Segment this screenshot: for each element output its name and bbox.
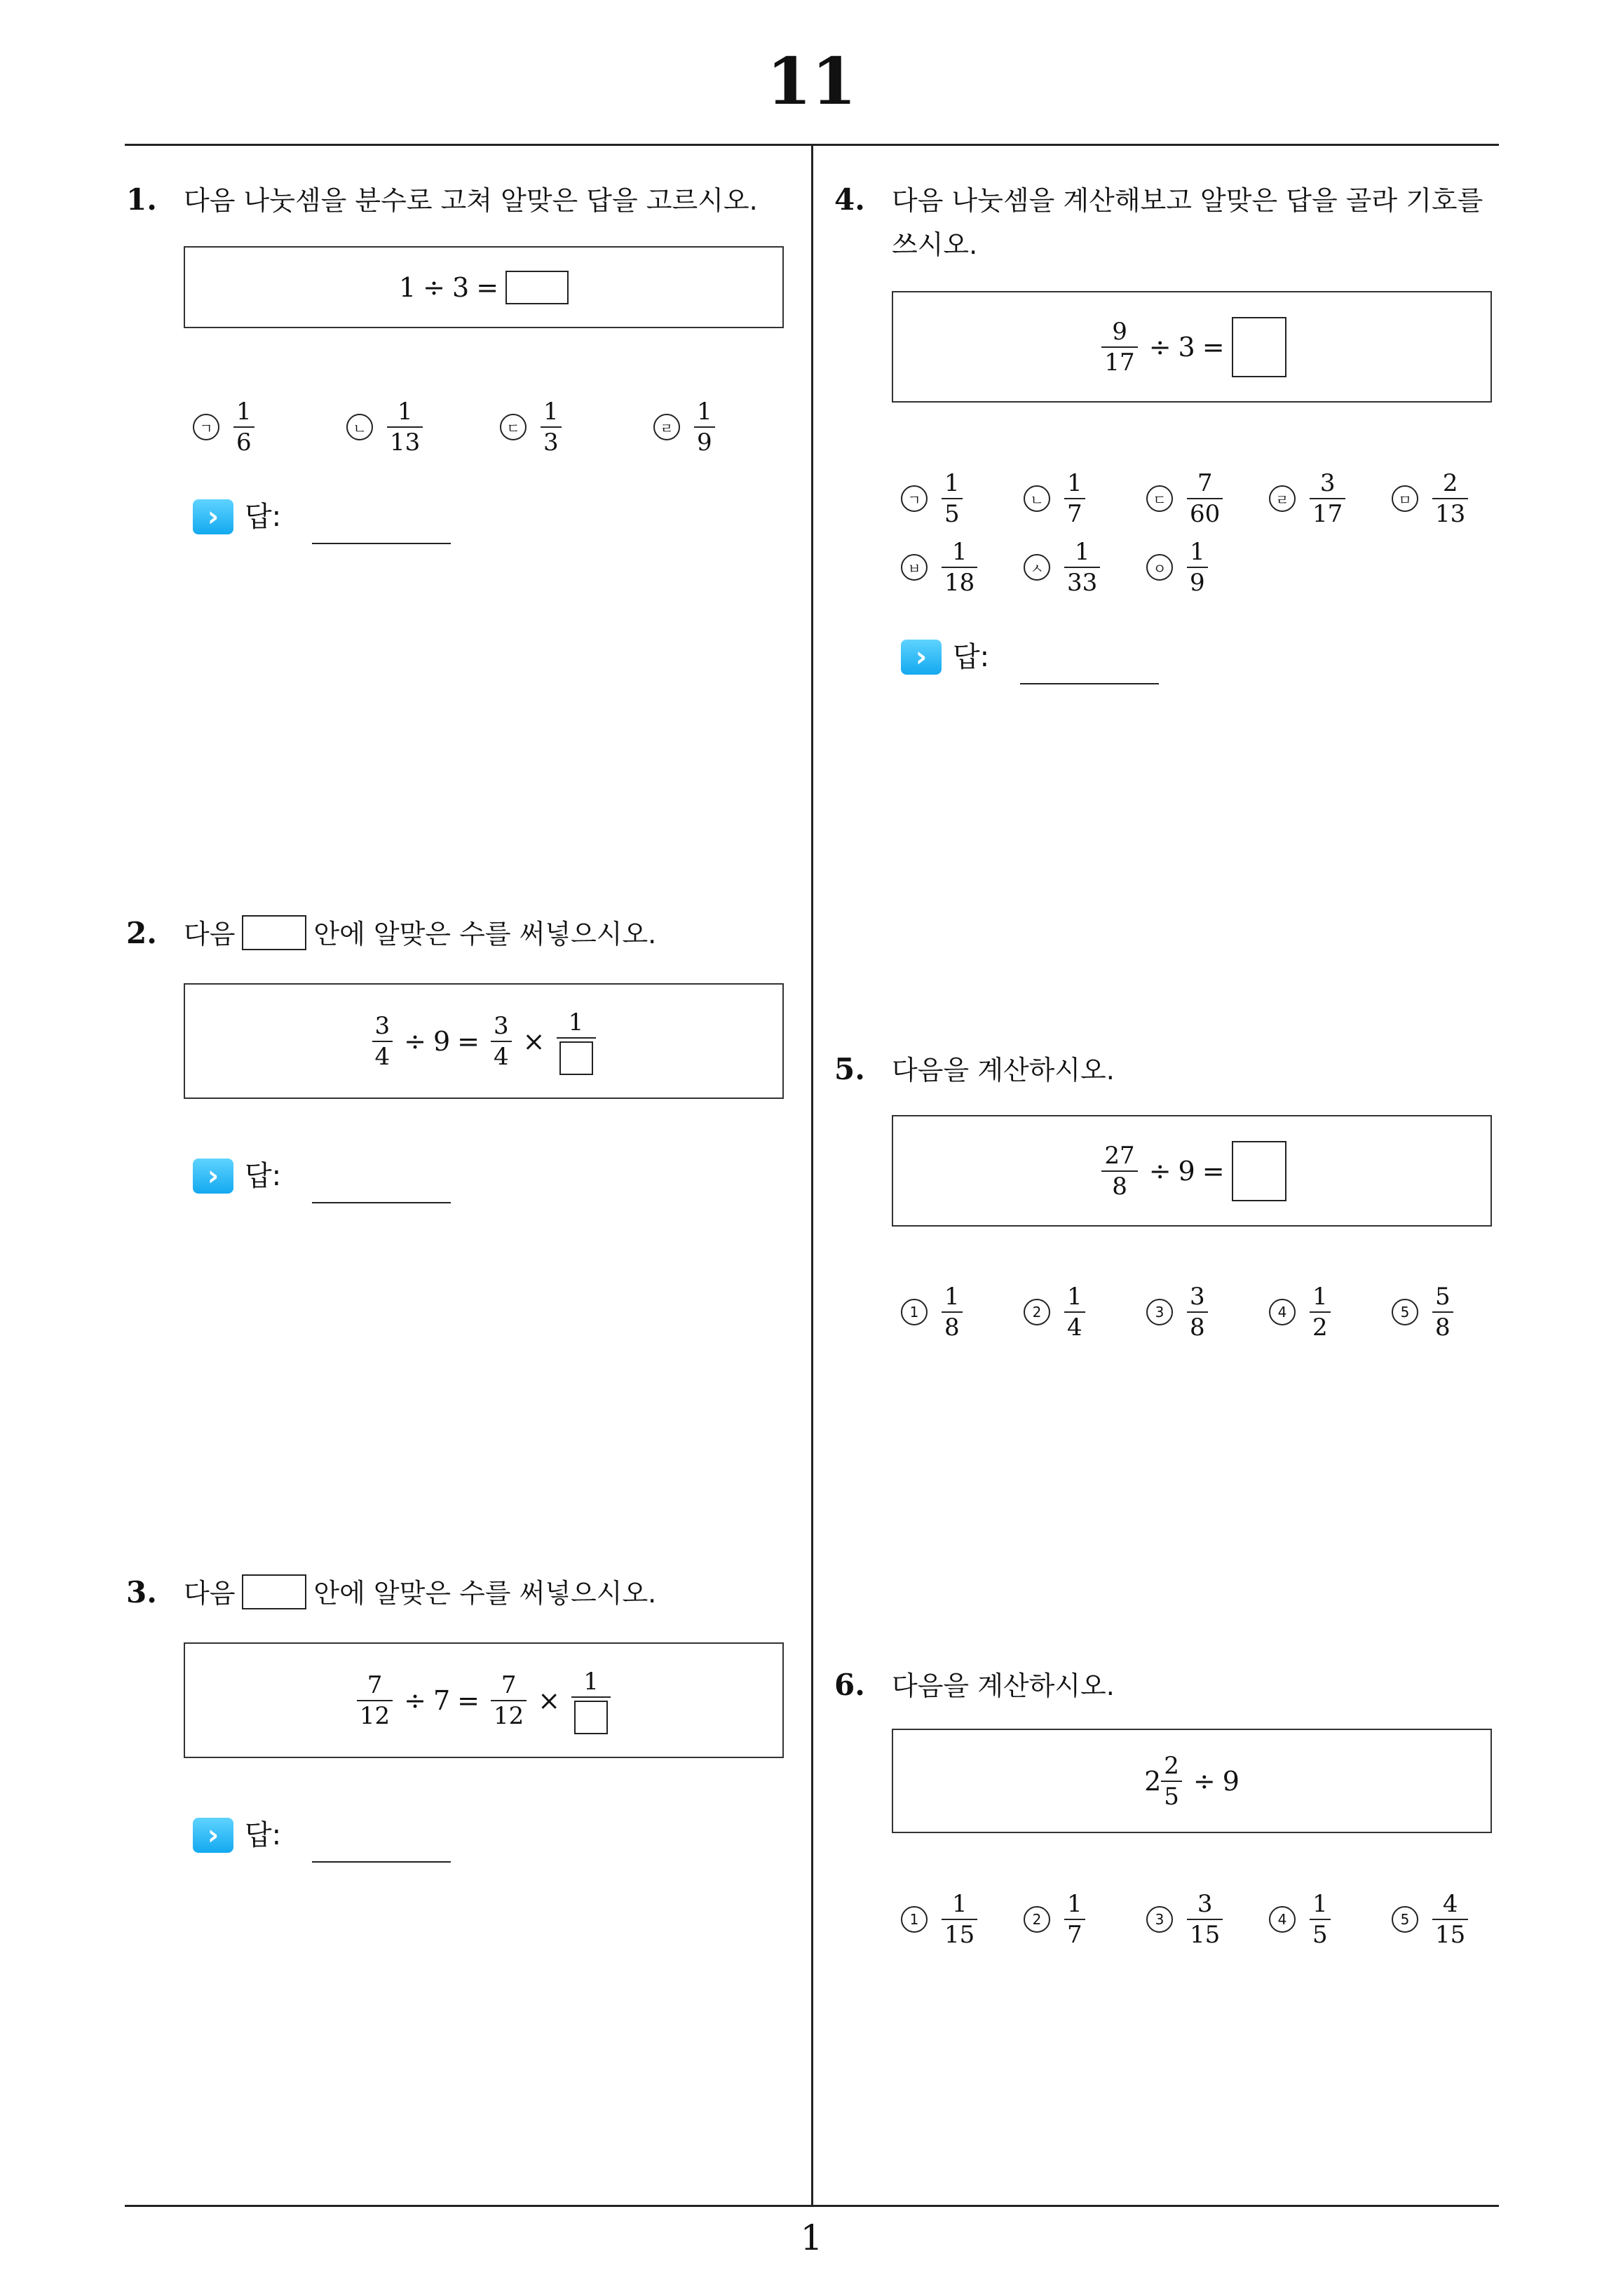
choice-mark: 4 xyxy=(1269,1906,1296,1933)
fraction: $\frac{1}{2}$ xyxy=(1310,1282,1331,1342)
choice-item[interactable] xyxy=(1024,1282,1089,1342)
fraction: $\frac{1}{4}$ xyxy=(1064,1282,1085,1342)
blank-box xyxy=(242,915,306,950)
fraction: $\frac{7}{12}$ xyxy=(357,1670,393,1731)
expr-value: 9 xyxy=(1222,1765,1240,1797)
fraction: $\frac{1}{13}$ xyxy=(387,397,423,457)
fraction: $\frac{3}{4}$ xyxy=(491,1011,512,1072)
question-4 xyxy=(834,178,1483,222)
choice-item[interactable] xyxy=(901,1282,967,1342)
choice-mark: 5 xyxy=(1392,1906,1418,1933)
choice-item[interactable] xyxy=(901,537,982,597)
expression-box xyxy=(892,291,1492,403)
fraction: $\frac{1}{5}$ xyxy=(1310,1889,1331,1950)
choice-mark: 3 xyxy=(1146,1906,1173,1933)
equals-sign: = xyxy=(1202,1155,1225,1187)
answer-blank[interactable] xyxy=(574,1701,608,1734)
expr-value: 9 xyxy=(1178,1155,1195,1187)
choice-mark: ㄷ xyxy=(500,414,527,440)
page-title: 11 xyxy=(766,43,857,119)
choice-item[interactable] xyxy=(653,397,719,457)
fraction: $\frac{1}{5}$ xyxy=(942,468,963,529)
fraction: 1 xyxy=(571,1667,611,1734)
answer-row xyxy=(901,635,1159,675)
question-text: 다음 나눗셈을 분수로 고쳐 알맞은 답을 고르시오. xyxy=(184,185,758,216)
answer-blank[interactable] xyxy=(559,1041,593,1075)
question-1 xyxy=(126,178,758,222)
choice-item[interactable] xyxy=(1269,1282,1335,1342)
fraction: $\frac{3}{17}$ xyxy=(1310,468,1345,529)
answer-label: 답: xyxy=(245,501,282,533)
choice-item[interactable] xyxy=(1024,1889,1089,1950)
choice-item[interactable] xyxy=(1146,537,1212,597)
choice-mark: ㄴ xyxy=(1024,485,1050,512)
choice-item[interactable] xyxy=(1146,1282,1212,1342)
choice-item[interactable] xyxy=(1269,1889,1335,1950)
question-text-continued: 쓰시오. xyxy=(892,229,978,260)
question-3 xyxy=(126,1571,656,1615)
question-text: 안에 알맞은 수를 써넣으시오. xyxy=(313,1578,657,1609)
times-sign: × xyxy=(538,1684,561,1716)
answer-blank[interactable] xyxy=(505,271,569,304)
fraction: $\frac{1}{18}$ xyxy=(942,537,977,597)
choice-item[interactable] xyxy=(1024,468,1089,529)
bottom-rule xyxy=(125,2205,1499,2207)
answer-blank[interactable] xyxy=(1232,317,1286,377)
choice-mark: ㄹ xyxy=(1269,485,1296,512)
fraction: $\frac{3}{8}$ xyxy=(1187,1282,1208,1342)
expression-box xyxy=(892,1115,1492,1227)
answer-label: 답: xyxy=(245,1160,282,1192)
answer-field[interactable] xyxy=(1020,662,1159,684)
chevron-right-icon: › xyxy=(193,1159,233,1194)
question-text: 다음 나눗셈을 계산해보고 알맞은 답을 골라 기호를 xyxy=(892,185,1483,216)
divide-sign: ÷ xyxy=(423,271,445,303)
question-text: 다음을 계산하시오. xyxy=(892,1055,1115,1086)
equals-sign: = xyxy=(1202,331,1225,363)
fraction: $\frac{3}{15}$ xyxy=(1187,1889,1223,1950)
fraction: $\frac{1}{3}$ xyxy=(541,397,562,457)
choice-mark: ㄱ xyxy=(193,414,219,440)
equals-sign: = xyxy=(476,271,499,303)
choice-item[interactable] xyxy=(901,1889,982,1950)
choice-item[interactable] xyxy=(346,397,427,457)
choice-mark: 4 xyxy=(1269,1299,1296,1325)
expr-value: 1 xyxy=(398,271,416,303)
fraction: $\frac{1}{9}$ xyxy=(1187,537,1208,597)
expr-value: 7 xyxy=(433,1684,451,1716)
times-sign: × xyxy=(522,1025,545,1057)
fraction: $\frac{2}{5}$ xyxy=(1161,1751,1182,1811)
fraction: $\frac{27}{8}$ xyxy=(1101,1141,1137,1201)
divide-sign: ÷ xyxy=(1148,331,1172,363)
choice-mark: ㄴ xyxy=(346,414,373,440)
fraction: $\frac{1}{15}$ xyxy=(942,1889,977,1950)
answer-row xyxy=(193,1154,451,1194)
mixed-whole: 2 xyxy=(1144,1765,1162,1797)
choice-mark: ㅅ xyxy=(1024,554,1050,581)
question-text: 다음 xyxy=(184,919,236,950)
fraction: $\frac{2}{13}$ xyxy=(1432,468,1468,529)
choice-item[interactable] xyxy=(1146,468,1227,529)
choice-mark: ㄹ xyxy=(653,414,680,440)
choice-item[interactable] xyxy=(1392,468,1472,529)
question-2 xyxy=(126,912,656,956)
fraction: $\frac{1}{33}$ xyxy=(1064,537,1100,597)
choice-mark: 1 xyxy=(901,1906,928,1933)
expr-value: 9 xyxy=(433,1025,451,1057)
answer-row xyxy=(193,494,451,534)
choice-mark: ㅇ xyxy=(1146,554,1173,581)
question-5 xyxy=(834,1048,1115,1092)
fraction: $\frac{1}{8}$ xyxy=(942,1282,963,1342)
answer-label: 답: xyxy=(953,641,990,673)
chevron-right-icon: › xyxy=(193,499,233,534)
expression-box xyxy=(892,1729,1492,1833)
question-text: 다음 xyxy=(184,1578,236,1609)
choice-mark: 5 xyxy=(1392,1299,1418,1325)
choice-mark: ㅁ xyxy=(1392,485,1418,512)
expr-value: 3 xyxy=(452,271,470,303)
page-number: 1 xyxy=(800,2217,823,2258)
answer-blank[interactable] xyxy=(1232,1141,1286,1201)
answer-field[interactable] xyxy=(312,1840,451,1863)
fraction: $\frac{7}{12}$ xyxy=(491,1670,527,1731)
choice-mark: 2 xyxy=(1024,1906,1050,1933)
fraction: $\frac{5}{8}$ xyxy=(1432,1282,1453,1342)
question-text: 다음을 계산하시오. xyxy=(892,1670,1115,1701)
question-number: 1. xyxy=(126,182,157,217)
divide-sign: ÷ xyxy=(1193,1765,1216,1797)
choice-mark: ㄷ xyxy=(1146,485,1173,512)
answer-field[interactable] xyxy=(312,1181,451,1203)
fraction: $\frac{7}{60}$ xyxy=(1187,468,1223,529)
question-number: 2. xyxy=(126,916,157,950)
fraction: $\frac{4}{15}$ xyxy=(1432,1889,1468,1950)
fraction: $\frac{1}{7}$ xyxy=(1064,1889,1085,1950)
divide-sign: ÷ xyxy=(1148,1155,1172,1187)
choice-item[interactable] xyxy=(193,397,259,457)
fraction: $\frac{1}{9}$ xyxy=(694,397,715,457)
choice-mark: 2 xyxy=(1024,1299,1050,1325)
answer-row xyxy=(193,1813,451,1853)
choice-item[interactable] xyxy=(500,397,566,457)
divide-sign: ÷ xyxy=(404,1684,426,1716)
choice-item[interactable] xyxy=(1392,1889,1472,1950)
choice-mark: 1 xyxy=(901,1299,928,1325)
expression-box xyxy=(184,1642,784,1758)
question-6 xyxy=(834,1663,1115,1708)
choice-item[interactable] xyxy=(1024,537,1104,597)
divide-sign: ÷ xyxy=(404,1025,426,1057)
choice-item[interactable] xyxy=(1269,468,1350,529)
answer-field[interactable] xyxy=(312,522,451,544)
expression-box xyxy=(184,983,784,1099)
question-number: 6. xyxy=(834,1668,865,1702)
fraction: $\frac{1}{6}$ xyxy=(233,397,254,457)
fraction: $\frac{9}{17}$ xyxy=(1101,317,1137,377)
choice-mark: 3 xyxy=(1146,1299,1173,1325)
chevron-right-icon: › xyxy=(193,1818,233,1853)
question-number: 3. xyxy=(126,1575,157,1609)
question-number: 5. xyxy=(834,1052,865,1086)
chevron-right-icon: › xyxy=(901,640,942,675)
fraction: $\frac{3}{4}$ xyxy=(372,1011,393,1072)
column-divider xyxy=(811,145,813,2206)
question-text: 안에 알맞은 수를 써넣으시오. xyxy=(313,919,657,950)
choice-mark: ㅂ xyxy=(901,554,928,581)
equals-sign: = xyxy=(457,1684,480,1716)
choice-mark: ㄱ xyxy=(901,485,928,512)
answer-label: 답: xyxy=(245,1819,282,1851)
choice-item[interactable] xyxy=(1146,1889,1227,1950)
blank-box xyxy=(242,1574,306,1609)
question-number: 4. xyxy=(834,182,865,217)
fraction: 1 xyxy=(557,1008,596,1075)
expr-value: 3 xyxy=(1178,331,1195,363)
choice-item[interactable] xyxy=(1392,1282,1458,1342)
equals-sign: = xyxy=(457,1025,480,1057)
fraction: $\frac{1}{7}$ xyxy=(1064,468,1085,529)
choice-item[interactable] xyxy=(901,468,967,529)
expression-box xyxy=(184,246,784,328)
